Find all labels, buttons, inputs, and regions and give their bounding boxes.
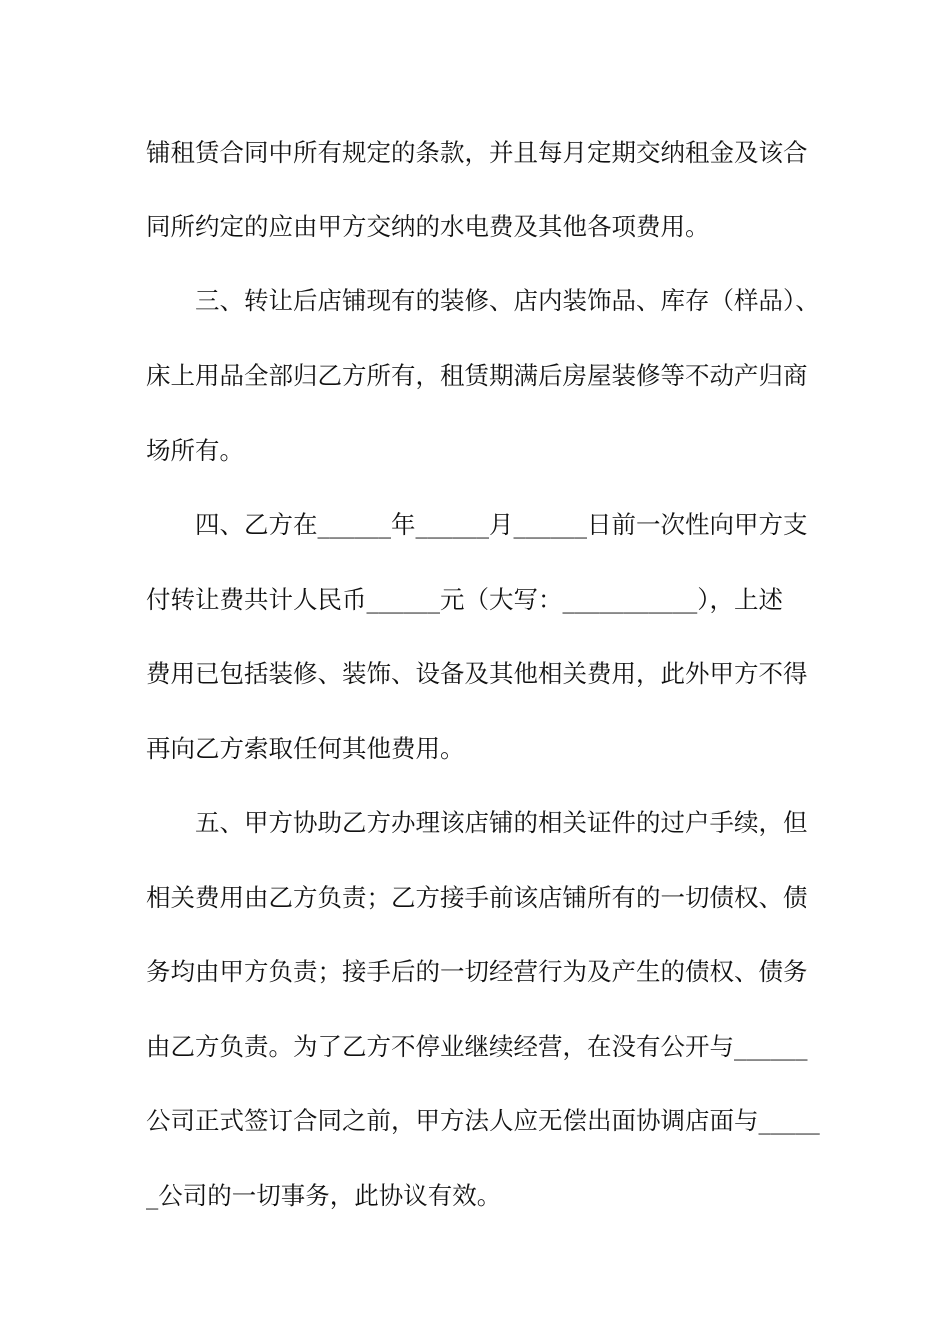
text-line: 场所有。 [146,436,244,465]
paragraph-five-line: 五、甲方协助乙方办理该店铺的相关证件的过户手续，但 [146,808,808,837]
text-line: 公司正式签订合同之前，甲方法人应无偿出面协调店面与_____ [146,1106,820,1135]
text-line: 再向乙方索取任何其他费用。 [146,734,465,763]
text-line: 由乙方负责。为了乙方不停业继续经营，在没有公开与______ [146,1032,808,1061]
text-line: 付转让费共计人民币______元（大写：___________），上述 [146,585,783,614]
text-line: 床上用品全部归乙方所有，租赁期满后房屋装修等不动产归商 [146,361,808,390]
text-line: 费用已包括装修、装饰、设备及其他相关费用，此外甲方不得 [146,659,808,688]
paragraph-four-line: 四、乙方在______年______月______日前一次性向甲方支 [146,510,808,539]
text-line: 相关费用由乙方负责；乙方接手前该店铺所有的一切债权、债 [146,883,808,912]
paragraph-three-line: 三、转让后店铺现有的装修、店内装饰品、库存（样品）、 [146,286,820,315]
text-line: _公司的一切事务，此协议有效。 [146,1181,502,1210]
text-line: 铺租赁合同中所有规定的条款，并且每月定期交纳租金及该合 [146,138,808,167]
text-line: 务均由甲方负责；接手后的一切经营行为及产生的债权、债务 [146,957,808,986]
text-line: 同所约定的应由甲方交纳的水电费及其他各项费用。 [146,212,710,241]
